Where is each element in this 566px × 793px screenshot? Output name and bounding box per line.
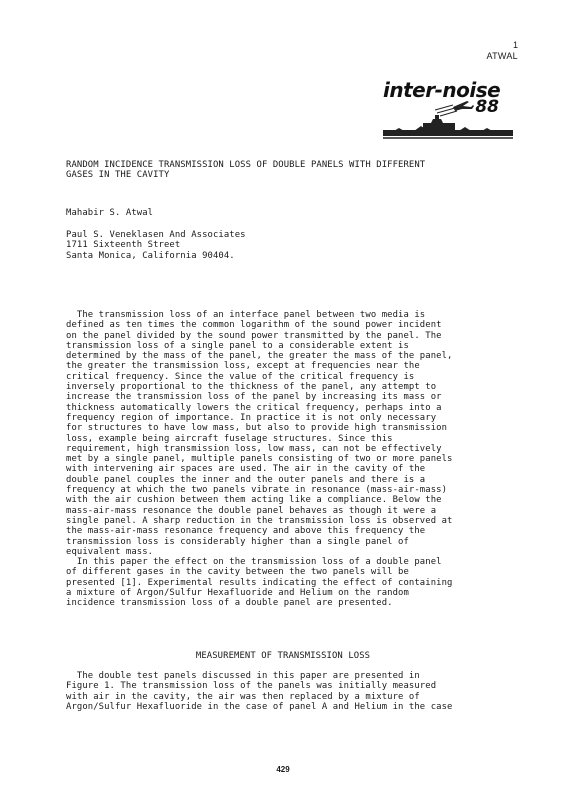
- text-line: determined by the mass of the panel, the greater the mass of the panel,: [66, 351, 453, 362]
- text-line: the greater the transmission loss, except at frequencies near the: [66, 361, 420, 372]
- text-line: mass-air-mass resonance the double panel behaves as though it were a: [66, 505, 437, 516]
- text-line: with intervening air spaces are used. The air in the cavity of the: [66, 464, 426, 475]
- text-line: a mixture of Argon/Sulfur Hexafluoride and Helium on the random: [66, 588, 409, 599]
- section-body: [66, 671, 506, 712]
- text-line: transmission loss of a single panel to a considerable extent is: [66, 340, 409, 351]
- affiliation-line: Paul S. Veneklasen And Associates: [66, 230, 246, 240]
- text-line: critical frequency. Since the value of the critical frequency is: [66, 371, 415, 382]
- abstract-body: [66, 310, 506, 609]
- text-line: equivalent mass.: [66, 546, 154, 557]
- text-line: Figure 1. The transmission loss of the panels was initially measured: [66, 681, 437, 692]
- text-line: requirement, high transmission loss, low mass, can not be effectively: [66, 443, 442, 454]
- text-line: Argon/Sulfur Hexafluoride in the case of panel A and Helium in the case: [66, 701, 453, 712]
- text-line: incidence transmission loss of a double panel are presented.: [66, 598, 393, 609]
- text-line: presented [1]. Experimental results indicating the effect of containing: [66, 577, 453, 588]
- text-line: met by a single panel, multiple panels consisting of two or more panels: [66, 454, 453, 465]
- text-line: frequency region of importance. In practice it is not only necessary: [66, 412, 437, 423]
- text-line: the mass-air-mass resonance frequency and above this frequency the: [66, 526, 426, 537]
- text-line: defined as ten times the common logarithm of the sound power incident: [66, 320, 442, 331]
- text-line: with the air cushion between them acting like a compliance. Below the: [66, 495, 442, 506]
- page-number: 429: [276, 765, 290, 774]
- title-line: RANDOM INCIDENCE TRANSMISSION LOSS OF DOUBLE PANELS WITH DIFFERENT: [66, 160, 426, 170]
- text-line: single panel. A sharp reduction in the transmission loss is observed at: [66, 515, 453, 526]
- logo-ship-graphic: [383, 80, 513, 142]
- logo-wordmark: inter-noise: [383, 78, 501, 102]
- text-line: loss, example being aircraft fuselage structures. Since this: [66, 433, 393, 444]
- paper-title: [66, 160, 506, 181]
- text-line: thickness automatically lowers the critical frequency, perhaps into a: [66, 402, 442, 413]
- text-line: double panel couples the inner and the outer panels and there is a: [66, 474, 426, 485]
- logo-year: 88: [475, 97, 499, 117]
- author-affiliation: [66, 230, 246, 261]
- text-line: on the panel divided by the sound power transmitted by the panel. The: [66, 330, 442, 341]
- text-line: inversely proportional to the thickness of the panel, any attempt to: [66, 382, 437, 393]
- text-line: for structures to have low mass, but also to provide high transmission: [66, 423, 448, 434]
- text-line: of different gases in the cavity between the two panels will be: [66, 567, 409, 578]
- text-line: The transmission loss of an interface panel between two media is: [66, 310, 426, 320]
- text-line: transmission loss is considerably higher than a single panel of: [66, 536, 409, 547]
- section-heading: MEASUREMENT OF TRANSMISSION LOSS: [195, 651, 371, 661]
- text-line: In this paper the effect on the transmission loss of a double panel: [66, 557, 442, 568]
- conference-logo: [383, 80, 513, 142]
- text-line: The double test panels discussed in this paper are presented in: [66, 671, 420, 681]
- text-line: with air in the cavity, the air was then replaced by a mixture of: [66, 691, 420, 702]
- text-line: increase the transmission loss of the panel by increasing its mass or: [66, 392, 442, 403]
- affiliation-line: Santa Monica, California 90404.: [66, 250, 235, 261]
- running-head: ATWAL: [486, 51, 518, 61]
- affiliation-line: 1711 Sixteenth Street: [66, 240, 181, 251]
- text-line: frequency at which the two panels vibrate in resonance (mass-air-mass): [66, 485, 448, 496]
- page-counter: 1: [512, 40, 518, 50]
- title-line: GASES IN THE CAVITY: [66, 170, 170, 181]
- author-name: Mahabir S. Atwal: [66, 208, 154, 218]
